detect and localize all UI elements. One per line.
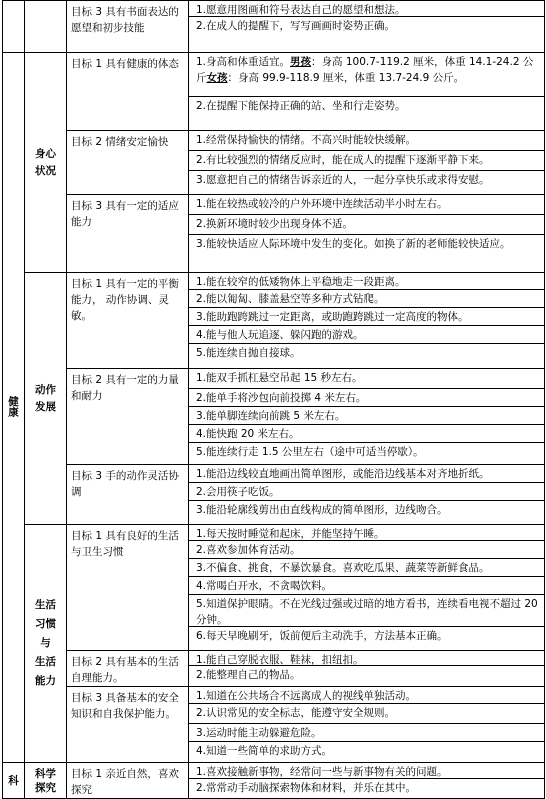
table-row bbox=[3, 1, 545, 53]
table-row bbox=[3, 273, 545, 369]
items-cell bbox=[189, 1, 545, 53]
list-item: 4.常喝白开水，不贪喝饮料。 bbox=[189, 577, 544, 595]
list-item: 6.每天早晚刷牙，饭前便后主动洗手，方法基本正确。 bbox=[196, 630, 448, 642]
list-item: 1.能双手抓杠悬空吊起 15 秒左右。 bbox=[189, 369, 544, 389]
table-row bbox=[3, 525, 545, 651]
items-cell bbox=[189, 687, 545, 763]
list-item: 3.能助跑跨跳过一定距离，或助跑跨跳过一定高度的物体。 bbox=[189, 308, 544, 326]
subdomain-habits-char: 习惯 bbox=[35, 618, 56, 630]
table-row bbox=[3, 131, 545, 195]
goal-cell: 目标 2 情绪安定愉快 bbox=[67, 131, 189, 195]
item-text: ：身高 99.9-118.9 厘米，体重 13.7-24.9 公斤。 bbox=[227, 72, 465, 84]
list-item: 5.能连续行走 1.5 公里左右（途中可适当停歇）。 bbox=[196, 446, 424, 458]
table-row bbox=[3, 687, 545, 763]
item-text: ：身高 100.7-119.2 厘米，体重 14.1-24.2 公斤 bbox=[196, 56, 534, 84]
items-cell bbox=[189, 465, 545, 525]
list-item: 5.能连续自抛自接球。 bbox=[196, 347, 301, 359]
domain-science-char: 科 bbox=[8, 775, 19, 787]
list-item: 2.能单手将沙包向前投掷 4 米左右。 bbox=[189, 389, 544, 407]
list-item: 2.有比较强烈的情绪反应时，能在成人的提醒下逐渐平静下来。 bbox=[189, 151, 544, 171]
subdomain-habits-char: 生活 bbox=[35, 599, 56, 611]
goal-cell: 目标 1 具有一定的平衡能力， 动作协调、灵敏。 bbox=[67, 273, 189, 369]
gender-label-boy: 男孩 bbox=[290, 56, 312, 68]
subdomain-cell-blank bbox=[25, 1, 67, 53]
list-item: 2.换新环境时较少出现身体不适。 bbox=[189, 215, 544, 235]
list-item: 5.知道保护眼睛。不在光线过强或过暗的地方看书，连续看电视不超过 20 分钟。 bbox=[189, 595, 544, 627]
list-item: 2.认识常见的安全标志，能遵守安全规则。 bbox=[189, 704, 544, 724]
list-item: 2.能整理自己的物品。 bbox=[196, 669, 301, 681]
table-row bbox=[3, 651, 545, 687]
goal-cell: 目标 2 具有基本的生活自理能力。 bbox=[67, 651, 189, 687]
domain-science bbox=[3, 763, 25, 799]
list-item: 1.能自己穿脱衣服、鞋袜，扣纽扣。 bbox=[189, 651, 544, 666]
development-goals-table bbox=[2, 0, 545, 799]
list-item: 2.能以匍匐、膝盖悬空等多种方式钻爬。 bbox=[189, 290, 544, 308]
list-item: 1.知道在公共场合不远离成人的视线单独活动。 bbox=[189, 687, 544, 704]
domain-cell-blank bbox=[3, 1, 25, 53]
list-item bbox=[189, 53, 544, 97]
list-item: 1.喜欢接触新事物，经常问一些与新事物有关的问题。 bbox=[189, 763, 544, 779]
domain-health-label: 健康 bbox=[7, 395, 19, 417]
list-item: 3.愿意把自己的情绪告诉亲近的人，一起分享快乐或求得安慰。 bbox=[196, 174, 490, 186]
goal-cell: 目标 1 亲近自然，喜欢探究 bbox=[67, 763, 189, 799]
subdomain-motor-char: 动作 bbox=[35, 383, 56, 396]
subdomain-habits-char: 生活 bbox=[35, 656, 56, 668]
table-row bbox=[3, 53, 545, 131]
goal-cell: 目标 1 具有健康的体态 bbox=[67, 53, 189, 131]
subdomain-physical-char: 身心 bbox=[35, 147, 56, 160]
goal-cell: 目标 3 具有一定的适应能力 bbox=[67, 195, 189, 273]
items-cell bbox=[189, 369, 545, 465]
subdomain-physical bbox=[25, 53, 67, 273]
domain-health bbox=[3, 53, 25, 763]
list-item: 2.在成人的提醒下，写写画画时姿势正确。 bbox=[196, 20, 396, 32]
list-item: 2.在提醒下能保持正确的站、坐和行走姿势。 bbox=[196, 100, 406, 112]
subdomain-habits-char: 能力 bbox=[35, 675, 56, 687]
items-cell bbox=[189, 273, 545, 369]
items-cell bbox=[189, 195, 545, 273]
subdomain-habits bbox=[25, 525, 67, 763]
goal-cell: 目标 1 具有良好的生活与卫生习惯 bbox=[67, 525, 189, 651]
items-cell bbox=[189, 53, 545, 131]
items-cell bbox=[189, 763, 545, 799]
list-item: 4.能快跑 20 米左右。 bbox=[189, 425, 544, 443]
list-item: 1.能在较热或较冷的户外环境中连续活动半小时左右。 bbox=[189, 195, 544, 215]
table-row bbox=[3, 369, 545, 465]
subdomain-motor-char: 发展 bbox=[35, 400, 56, 413]
list-item: 1.经常保持愉快的情绪。不高兴时能较快缓解。 bbox=[189, 131, 544, 151]
subdomain-inquiry-char: 探究 bbox=[35, 781, 56, 794]
items-cell bbox=[189, 131, 545, 195]
list-item: 1.愿意用图画和符号表达自己的愿望和想法。 bbox=[189, 1, 544, 17]
list-item: 4.知道一些简单的求助方式。 bbox=[196, 745, 333, 757]
subdomain-habits-char: 与 bbox=[40, 637, 51, 649]
table-row bbox=[3, 763, 545, 799]
list-item: 3.能单脚连续向前跳 5 米左右。 bbox=[189, 407, 544, 425]
list-item: 2.会用筷子吃饭。 bbox=[189, 483, 544, 501]
items-cell bbox=[189, 525, 545, 651]
list-item: 2.常常动手动脑探索物体和材料，并乐在其中。 bbox=[196, 782, 417, 794]
items-cell bbox=[189, 651, 545, 687]
table-row bbox=[3, 195, 545, 273]
subdomain-inquiry-char: 科学 bbox=[35, 767, 56, 780]
goal-cell: 目标 3 具备基本的安全知识和自我保护能力。 bbox=[67, 687, 189, 763]
goal-cell: 目标 3 具有书面表达的愿望和初步技能 bbox=[67, 1, 189, 53]
list-item: 1.能在较窄的低矮物体上平稳地走一段距离。 bbox=[189, 273, 544, 290]
goal-cell: 目标 3 手的动作灵活协调 bbox=[67, 465, 189, 525]
table-row bbox=[3, 465, 545, 525]
goal-cell: 目标 2 具有一定的力量和耐力 bbox=[67, 369, 189, 465]
list-item: 1.能沿边线较直地画出简单图形，或能沿边线基本对齐地折纸。 bbox=[189, 465, 544, 483]
item-text: 1.身高和体重适宜。 bbox=[196, 56, 291, 68]
list-item: 1.每天按时睡觉和起床，并能坚持午睡。 bbox=[189, 525, 544, 541]
list-item: 3.不偏食、挑食，不暴饮暴食。喜欢吃瓜果、蔬菜等新鲜食品。 bbox=[189, 559, 544, 577]
gender-label-girl: 女孩 bbox=[206, 72, 228, 84]
list-item: 2.喜欢参加体育活动。 bbox=[189, 541, 544, 559]
list-item: 3.能沿轮廓线剪出由直线构成的简单图形，边线吻合。 bbox=[196, 504, 448, 516]
list-item: 3.运动时能主动躲避危险。 bbox=[189, 724, 544, 742]
subdomain-motor bbox=[25, 273, 67, 525]
subdomain-physical-char: 状况 bbox=[35, 164, 56, 177]
list-item: 4.能与他人玩追逐、躲闪跑的游戏。 bbox=[189, 326, 544, 344]
list-item: 3.能较快适应人际环境中发生的变化。如换了新的老师能较快适应。 bbox=[196, 238, 511, 250]
subdomain-inquiry bbox=[25, 763, 67, 799]
